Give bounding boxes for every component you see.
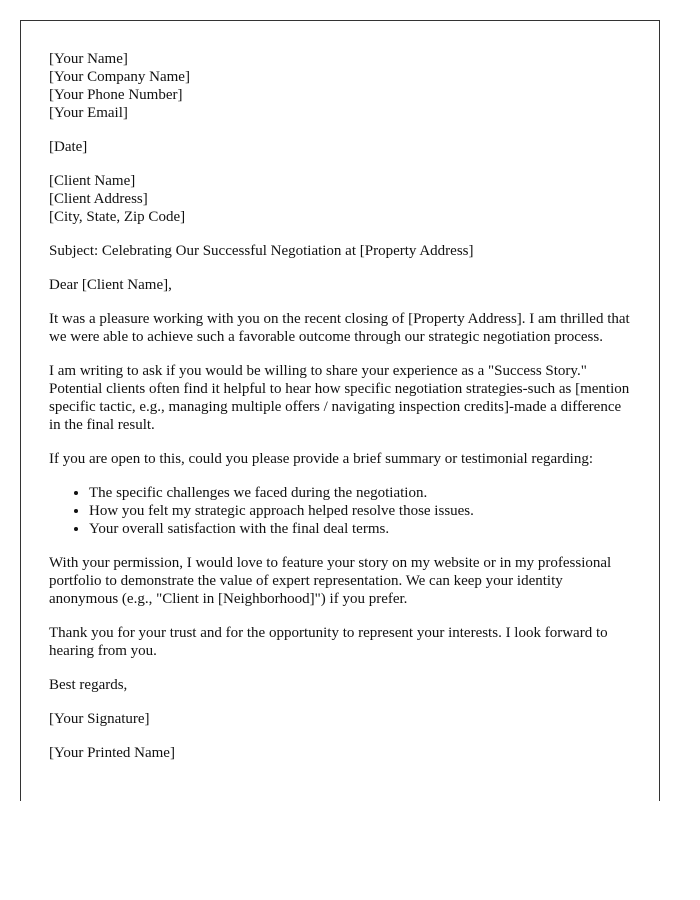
- signature-placeholder: [Your Signature]: [49, 711, 150, 727]
- testimonial-topics-list: [49, 484, 634, 538]
- letter-content: [49, 50, 634, 778]
- sender-name: [Your Name]: [49, 51, 128, 67]
- body-paragraph-thanks: Thank you for your trust and for the opportunity to represent your interests. I look forward to hearing from you.: [49, 625, 608, 659]
- recipient-name: [Client Name]: [49, 173, 136, 189]
- subject-line: Subject: Celebrating Our Successful Negotiation at [Property Address]: [49, 243, 474, 259]
- sender-email: [Your Email]: [49, 105, 128, 121]
- letter-date: [Date]: [49, 139, 88, 155]
- body-paragraph-intro: It was a pleasure working with you on the recent closing of [Property Address]. I am thrilled that we were able to achieve such a favorable outcome through our strategic negotiation process.: [49, 311, 630, 345]
- sign-off: Best regards,: [49, 677, 128, 693]
- list-item: • How you felt my strategic approach helped resolve those issues.: [89, 502, 634, 520]
- sender-block: [49, 50, 634, 122]
- sender-company: [Your Company Name]: [49, 69, 190, 85]
- recipient-address: [Client Address]: [49, 191, 148, 207]
- sender-phone: [Your Phone Number]: [49, 87, 183, 103]
- list-item: • The specific challenges we faced during the negotiation.: [89, 484, 634, 502]
- body-paragraph-request: I am writing to ask if you would be willing to share your experience as a "Success Story." Potential clients often find it helpful to hear how specific negotiation strategies-such as [mention specific tactic, e.g., managing multiple offers / navigating inspection credits]-made a difference in the final result.: [49, 363, 630, 433]
- printed-name: [Your Printed Name]: [49, 745, 175, 761]
- letter-page: [20, 20, 660, 801]
- recipient-city-state-zip: [City, State, Zip Code]: [49, 209, 186, 225]
- list-item: • Your overall satisfaction with the final deal terms.: [89, 520, 634, 538]
- recipient-block: [49, 172, 634, 226]
- body-paragraph-list-intro: If you are open to this, could you please provide a brief summary or testimonial regarding:: [49, 451, 594, 467]
- salutation: Dear [Client Name],: [49, 277, 172, 293]
- body-paragraph-permission: With your permission, I would love to feature your story on my website or in my professional portfolio to demonstrate the value of expert representation. We can keep your identity anonymous (e.g., "Client in [Neighborhood]") if you prefer.: [49, 555, 612, 607]
